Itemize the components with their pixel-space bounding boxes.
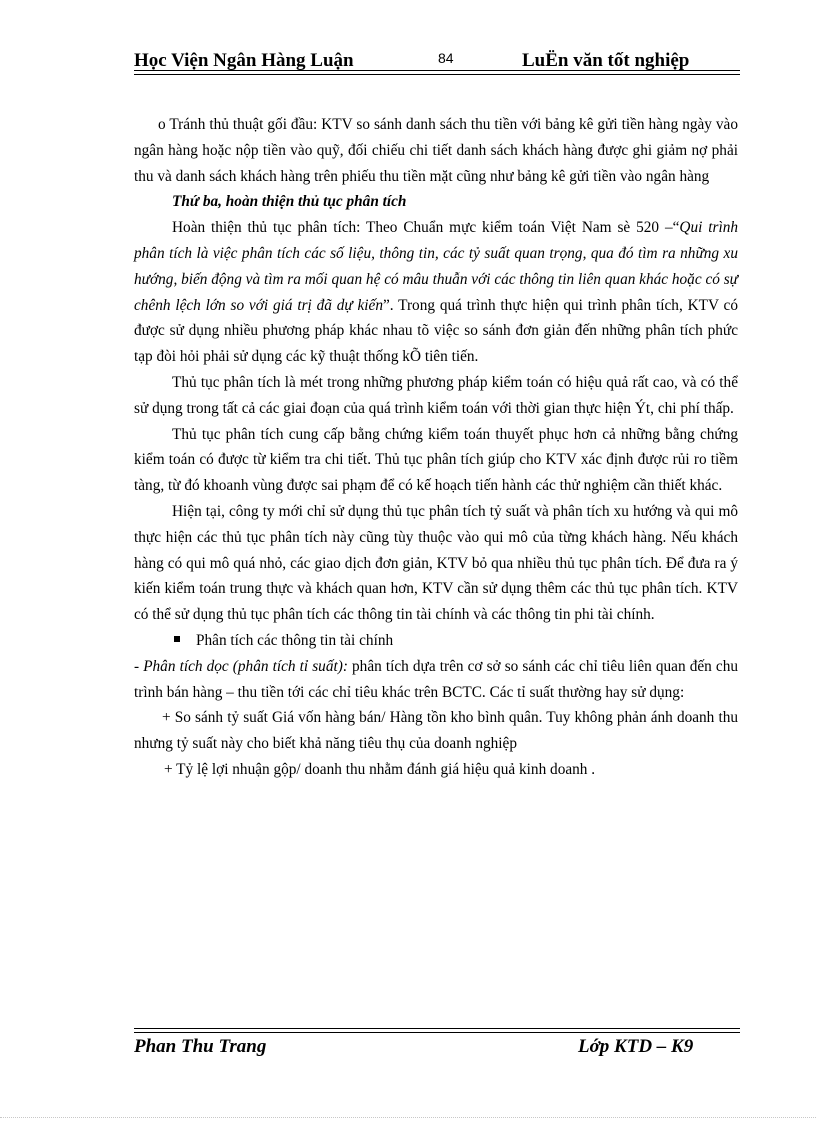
footer-rule <box>134 1028 740 1029</box>
paragraph-analytical-standard <box>134 215 738 370</box>
page-edge-dotted-line <box>0 1117 816 1118</box>
paragraph-text: ”. Trong quá trình thực hiện qui trình phân tích, KTV có được sử dụng nhiều phương pháp khác nhau tõ việc so sánh đơn giản đến những phân tích phức tạp đòi hỏi phải sử dụng các kỹ thuật thống kÕ tiên tiến. <box>134 296 738 366</box>
square-bullet-icon <box>174 636 180 642</box>
paragraph-text: phân tích dựa trên cơ sở so sánh các chỉ tiêu liên quan đến chu trình bán hàng – thu tiền tới các chỉ tiêu khác trên BCTC. Các tỉ suất thường hay sử dụng: <box>134 657 738 701</box>
paragraph-current-practice: Hiện tại, công ty mới chỉ sử dụng thủ tục phân tích tỷ suất và phân tích xu hướng và qui mô thực hiện các thủ tục phân tích này cũng tùy thuộc vào qui mô của từng khách hàng. Nếu khách hàng có qui mô quá nhỏ, các giao dịch đơn giản, KTV bỏ qua nhiều thủ tục phân tích. Để đưa ra ý kiến kiểm toán trung thực và khách quan hơn, KTV cần sử dụng thêm các thủ tục phân tích. KTV có thể sử dụng thủ tục phân tích các thông tin tài chính và các thông tin phi tài chính. <box>134 502 738 624</box>
paragraph-text: Hoàn thiện thủ tục phân tích: Theo Chuẩn mực kiểm toán Việt Nam sè 520 –“ <box>172 219 680 237</box>
paragraph-bypass-lapping: o Tránh thủ thuật gối đầu: KTV so sánh danh sách thu tiền với bảng kê gửi tiền hàng ngày vào ngân hàng hoặc nộp tiền vào quỹ, đối chiếu chi tiết danh sách khách hàng được ghi giảm nợ phải thu và danh sách khách hàng trên phiếu thu tiền mặt cũng như bảng kê gửi tiền vào ngân hàng <box>134 116 738 185</box>
header-rule-secondary <box>134 74 740 75</box>
bullet-item <box>134 628 738 654</box>
ratio-item-gross-margin: + Tỷ lệ lợi nhuận gộp/ doanh thu nhằm đánh giá hiệu quả kinh doanh . <box>164 760 596 778</box>
standard-quote: Qui trình phân tích là việc phân tích các số liệu, thông tin, các tỷ suất quan trọng, qua đó tìm ra những xu hướng, biến động và tìm ra mối quan hệ có mâu thuẫn với các thông tin liên quan khác hoặc có sự chênh lệch lớn so với giá trị đã dự kiến <box>134 219 739 314</box>
header-title-left: Học Viện Ngân Hàng Luận <box>134 50 354 71</box>
paragraph-analytical-evidence: Thủ tục phân tích cung cấp bằng chứng kiểm toán thuyết phục hơn cả những bằng chứng kiểm toán có được từ kiểm tra chi tiết. Thủ tục phân tích giúp cho KTV xác định được rủi ro tiềm tàng, từ đó khoanh vùng được sai phạm để có kế hoạch tiến hành các thử nghiệm cần thiết khác. <box>134 425 738 495</box>
body-text <box>134 112 738 783</box>
header-title-right: LuËn văn tốt nghiệp <box>522 50 690 71</box>
ratio-item-inventory: + So sánh tỷ suất Giá vốn hàng bán/ Hàng tồn kho bình quân. Tuy không phản ánh doanh thu nhưng tỷ suất này cho biết khả năng tiêu thụ của doanh nghiệp <box>134 709 738 753</box>
paragraph-analytical-effectiveness: Thủ tục phân tích là mét trong những phương pháp kiểm toán có hiệu quả rất cao, và có thể sử dụng trong tất cả các giai đoạn của quá trình kiểm toán với thời gian thực hiện Ýt, chi phí thấp. <box>134 373 738 417</box>
section-heading: Thứ ba, hoàn thiện thủ tục phân tích <box>172 193 407 211</box>
page-number: 84 <box>438 50 454 66</box>
header-rule <box>134 70 740 71</box>
page-footer <box>134 1036 740 1062</box>
paragraph-vertical-analysis <box>134 654 738 706</box>
bullet-text: Phân tích các thông tin tài chính <box>196 631 394 649</box>
footer-rule-secondary <box>134 1032 740 1033</box>
vertical-analysis-label: - Phân tích dọc (phân tích tỉ suất): <box>134 657 348 675</box>
footer-author: Phan Thu Trang <box>134 1036 267 1057</box>
footer-class: Lớp KTD – K9 <box>578 1036 694 1057</box>
